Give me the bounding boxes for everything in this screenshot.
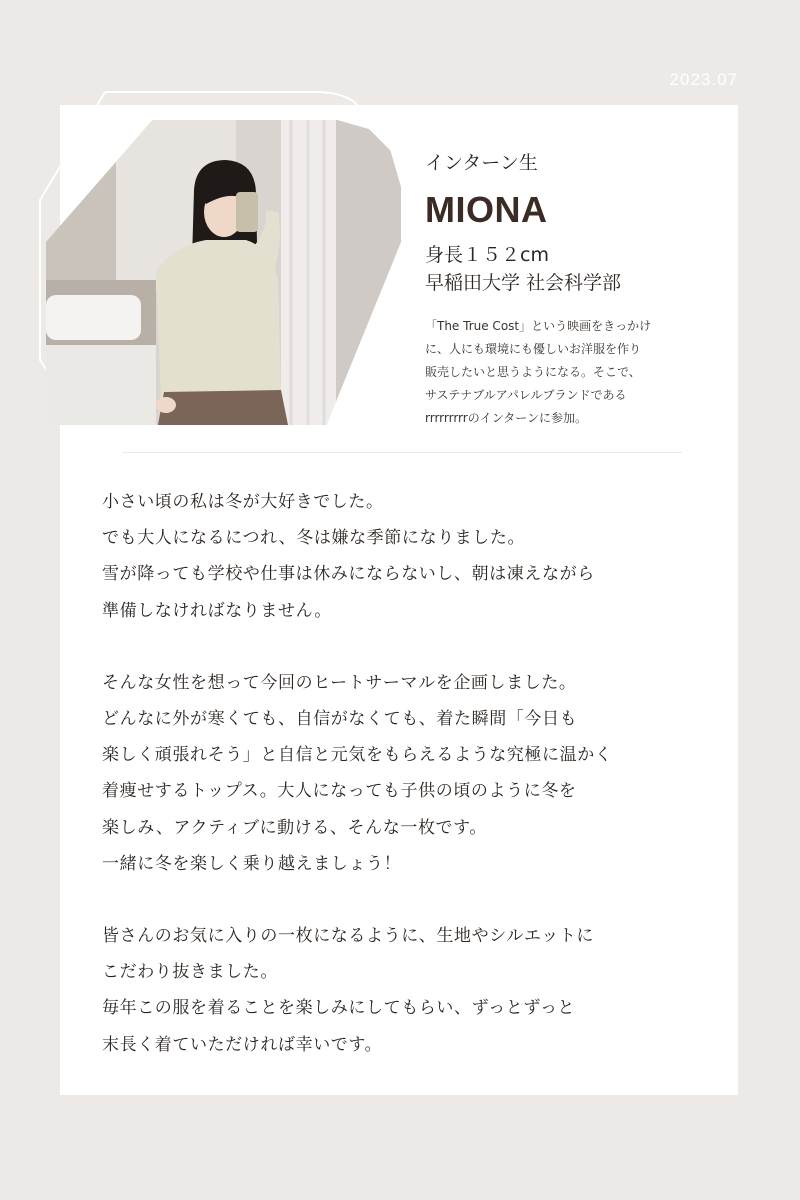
message-line: こだわり抜きました。: [102, 962, 278, 983]
profile-intro: [425, 148, 705, 430]
message-body: [102, 484, 722, 1099]
profile-name: MIONA: [425, 189, 548, 230]
message-line: でも大人になるにつれ、冬は嫌な季節になりました。: [102, 528, 526, 549]
bio-line: サステナブルアパレルブランドである: [425, 388, 627, 402]
bio-line: 販売したいと思うようになる。そこで、: [425, 365, 641, 379]
message-line: そんな女性を想って今回のヒートサーマルを企画しました。: [102, 672, 577, 693]
section-divider: [122, 452, 682, 453]
message-paragraph-2: [102, 665, 722, 882]
bio-line: 「The True Cost」という映画をきっかけ: [425, 319, 652, 333]
bio-line: に、人にも環境にも優しいお洋服を作り: [425, 342, 642, 356]
profile-school: 早稲田大学 社会科学部: [425, 272, 622, 294]
message-line: 末長く着ていただければ幸いです。: [102, 1034, 383, 1055]
bio-line: rrrrrrrrrのインターンに参加。: [425, 411, 587, 425]
message-line: 小さい頃の私は冬が大好きでした。: [102, 492, 384, 512]
profile-height: 身長１５２cm: [425, 244, 549, 266]
message-line: 楽しみ、アクティブに動ける、そんな一枚です。: [102, 817, 487, 838]
date-label: 2023.07: [669, 70, 738, 89]
profile-role: インターン生: [425, 152, 538, 174]
profile-bio: [425, 315, 705, 430]
message-line: 毎年この服を着ることを楽しみにしてもらい、ずっとずっと: [102, 998, 576, 1019]
message-line: 着痩せするトップス。大人になっても子供の頃のように冬を: [102, 781, 577, 802]
message-line: どんなに外が寒くても、自信がなくても、着た瞬間「今日も: [102, 709, 578, 730]
message-paragraph-3: [102, 918, 722, 1063]
message-line: 楽しく頑張れそう」と自信と元気をもらえるような究極に温かく: [102, 745, 613, 766]
message-line: 一緒に冬を楽しく乗り越えましょう！: [102, 853, 402, 874]
message-line: 準備しなければなりません。: [102, 600, 332, 621]
message-line: 皆さんのお気に入りの一枚になるように、生地やシルエットに: [102, 926, 595, 947]
message-line: 雪が降っても学校や仕事は休みにならないし、朝は凍えながら: [102, 564, 595, 585]
message-paragraph-1: [102, 484, 722, 629]
